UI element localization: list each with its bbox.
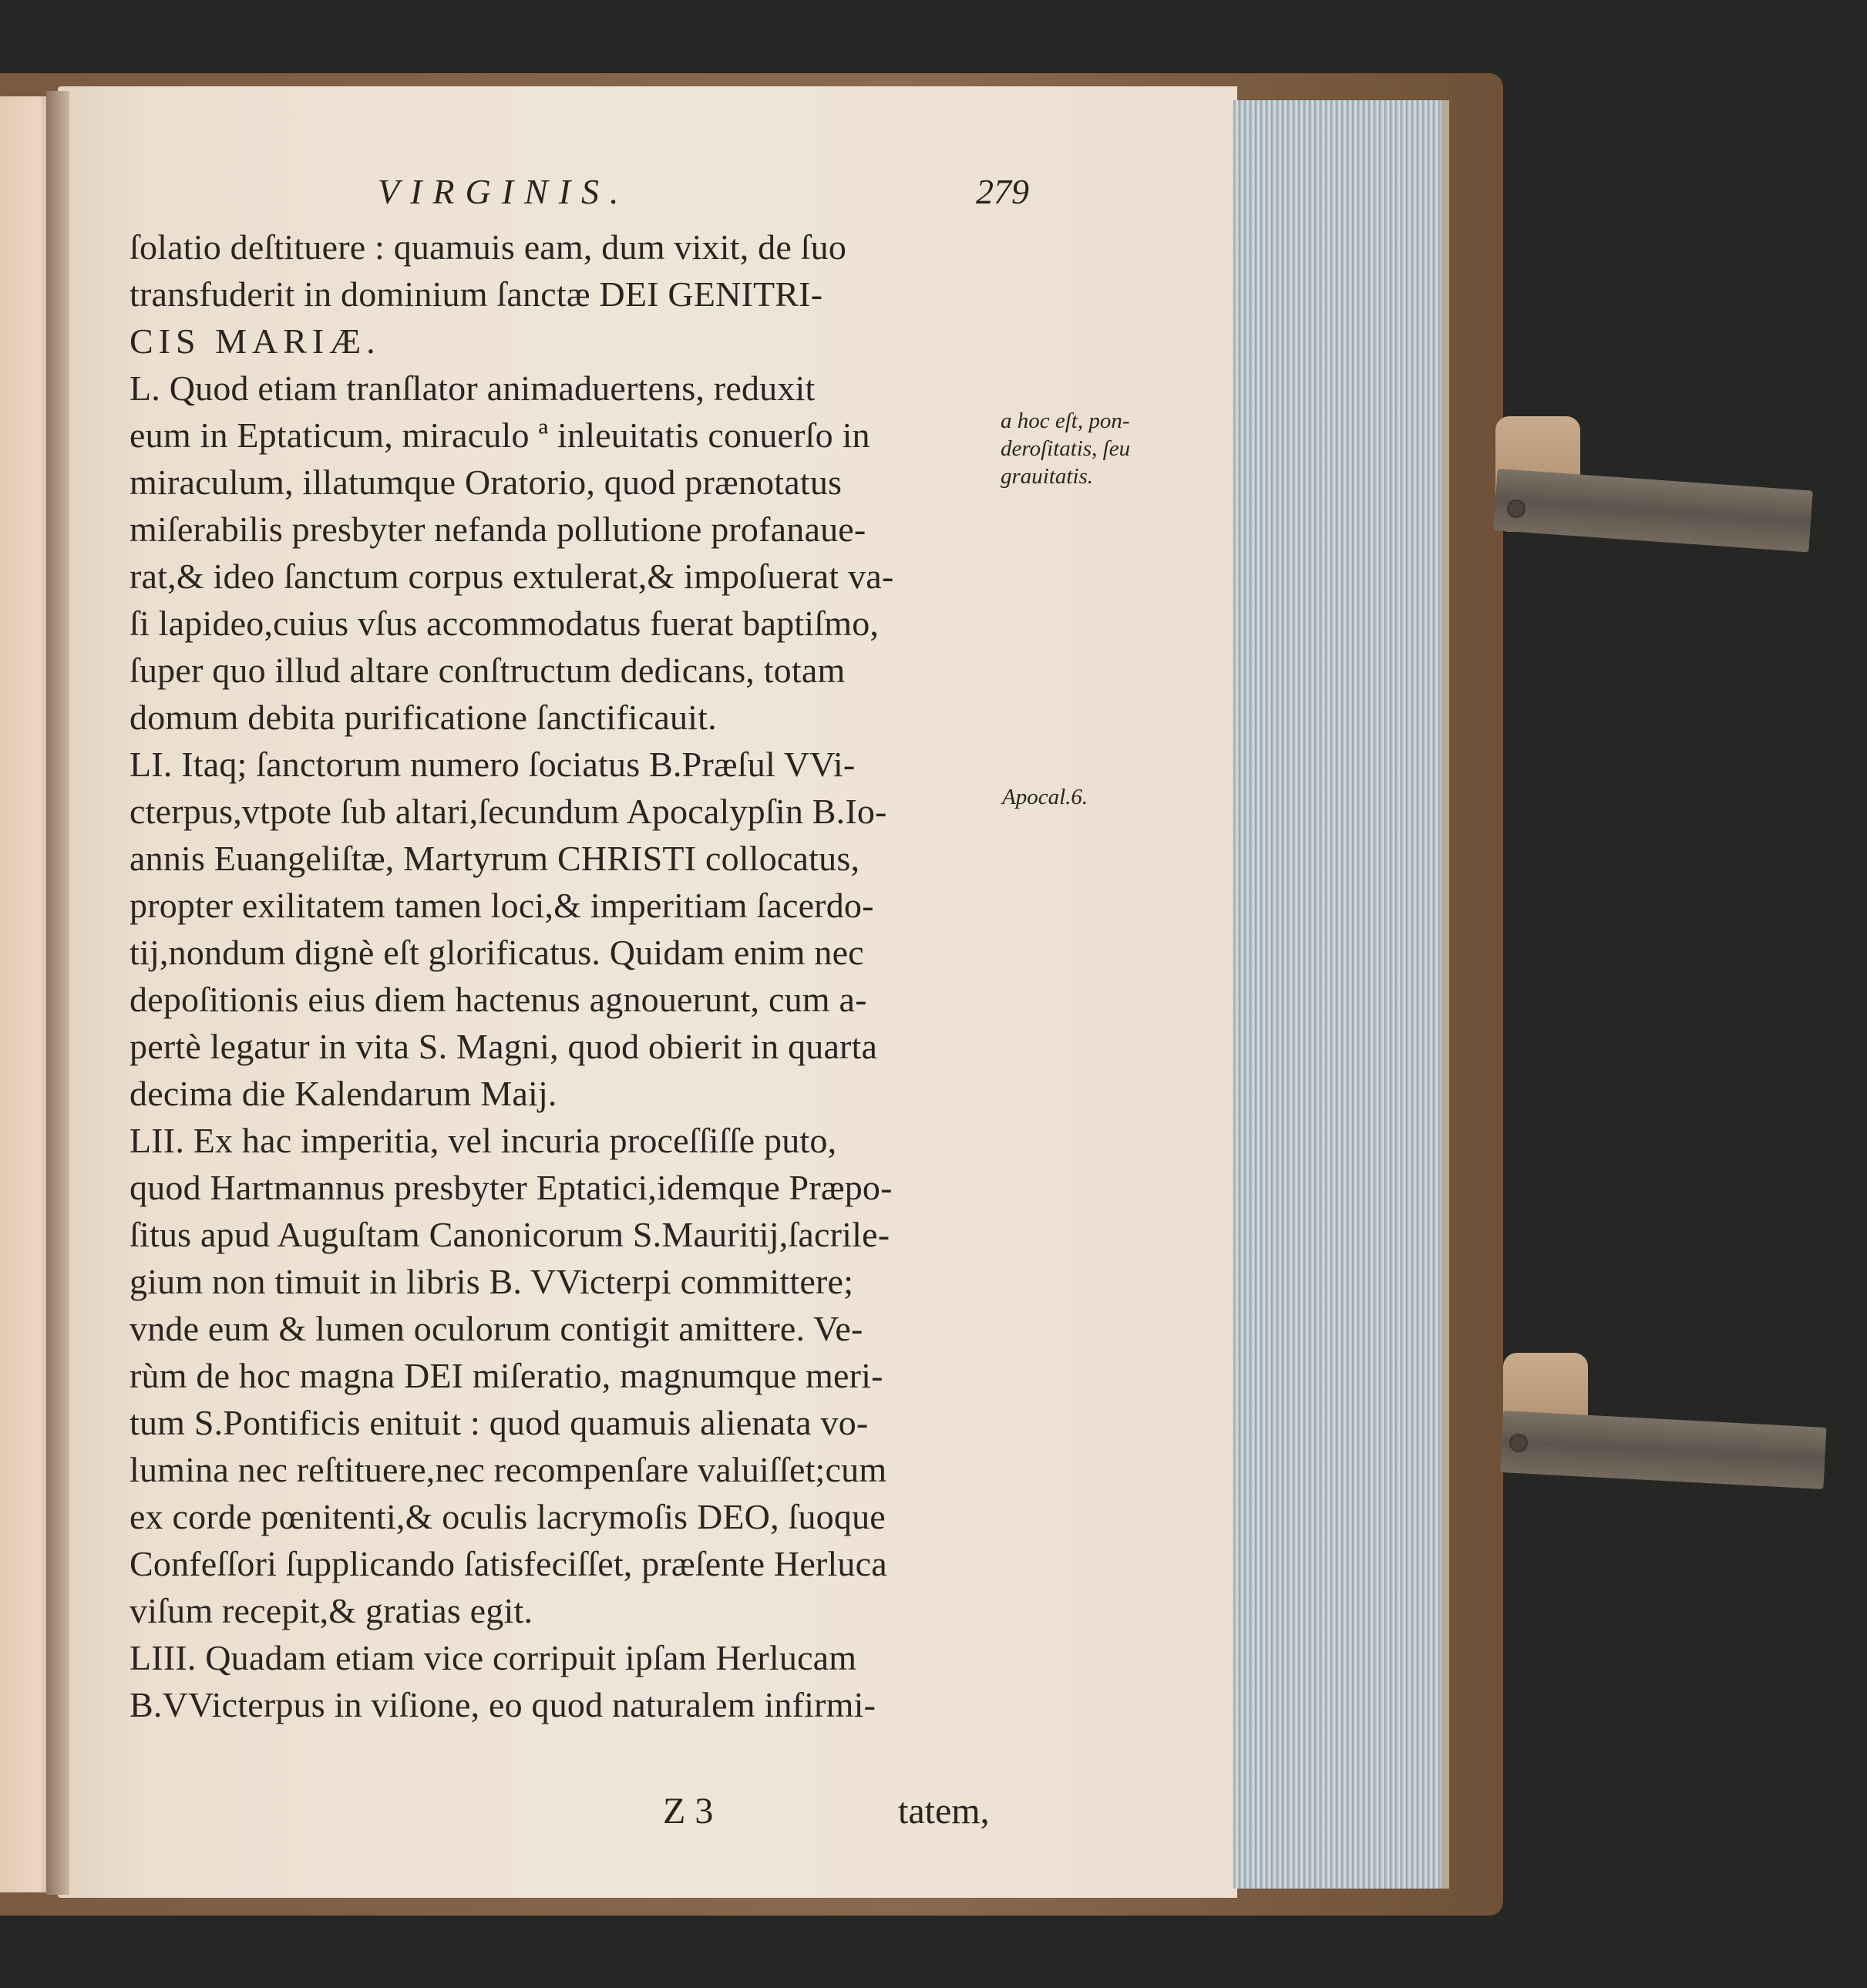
top-clasp-rivet: [1507, 500, 1526, 518]
text-line: rat,& ideo ſanctum corpus extulerat,& impoſuerat va-: [130, 557, 894, 596]
text-line: pertè legatur in vita S. Magni, quod obierit in quarta: [130, 1027, 878, 1066]
text-line: rùm de hoc magna DEI miſeratio, magnumque meri-: [130, 1356, 883, 1395]
margin-note-a: [1001, 407, 1178, 490]
page-block-edges: [1233, 100, 1449, 1889]
margin-note-line: grauitatis.: [1001, 464, 1094, 489]
text-line: tij,nondum dignè eſt glorificatus. Quidam enim nec: [130, 933, 864, 972]
text-line: transfuderit in dominium ſanctæ DEI GENITRI-: [130, 274, 823, 314]
text-line: eum in Eptaticum, miraculo ª inleuitatis conuerſo in: [130, 415, 870, 455]
book-gutter: [46, 91, 69, 1895]
text-line: tum S.Pontificis enituit : quod quamuis alienata vo-: [130, 1403, 869, 1442]
text-line: lumina nec reſtituere,nec recompenſare valuiſſet;cum: [130, 1450, 887, 1489]
text-line: ſitus apud Auguſtam Canonicorum S.Mauritij,ſacrile-: [130, 1215, 890, 1254]
bottom-clasp-rivet: [1509, 1434, 1528, 1452]
text-line: annis Euangeliſtæ, Martyrum CHRISTI collocatus,: [130, 839, 860, 878]
text-line: LI. Itaq; ſanctorum numero ſociatus B.Præſul VVi-: [130, 745, 856, 784]
text-line: ex corde pœnitenti,& oculis lacrymoſis DEO, ſuoque: [130, 1497, 886, 1536]
text-line: ſuper quo illud altare conſtructum dedicans, totam: [130, 651, 846, 690]
bottom-clasp-strap[interactable]: [1500, 1411, 1827, 1489]
text-line: decima die Kalendarum Maij.: [130, 1074, 557, 1113]
text-line: miraculum, illatumque Oratorio, quod prænotatus: [130, 463, 843, 502]
margin-note-line: a hoc eſt, pon-: [1001, 409, 1130, 433]
catchword: tatem,: [898, 1791, 990, 1832]
text-line: viſum recepit,& gratias egit.: [130, 1591, 533, 1630]
text-line: CIS MARIÆ.: [130, 321, 381, 361]
text-line: vnde eum & lumen oculorum contigit amittere. Ve-: [130, 1309, 863, 1348]
text-line: L. Quod etiam tranſlator animaduertens, reduxit: [130, 368, 816, 408]
running-head: [378, 171, 1029, 217]
text-line: ſi lapideo,cuius vſus accommodatus fuerat baptiſmo,: [130, 604, 880, 643]
text-line: LIII. Quadam etiam vice corripuit ipſam Herlucam: [130, 1638, 857, 1677]
text-line: ſolatio deſtituere : quamuis eam, dum vixit, de ſuo: [130, 227, 847, 267]
text-line: LII. Ex hac imperitia, vel incuria proceſſiſſe puto,: [130, 1121, 837, 1160]
text-line: depoſitionis eius diem hactenus agnouerunt, cum a-: [130, 980, 867, 1019]
text-line: quod Hartmannus presbyter Eptatici,idemque Præpo-: [130, 1168, 893, 1207]
text-line: propter exilitatem tamen loci,& imperitiam ſacerdo-: [130, 886, 874, 925]
body-text: [130, 224, 1016, 1728]
margin-note-apocal: Apocal.6.: [1002, 785, 1088, 809]
signature-mark: Z 3: [663, 1791, 714, 1832]
text-line: Confeſſori ſupplicando ſatisfeciſſet, præſente Herluca: [130, 1544, 887, 1583]
page-number: 279: [976, 172, 1029, 211]
text-line: cterpus,vtpote ſub altari,ſecundum Apocalypſin B.Io-: [130, 792, 887, 831]
margin-note-line: deroſitatis, ſeu: [1001, 436, 1131, 461]
text-line: B.VVicterpus in viſione, eo quod naturalem infirmi-: [130, 1685, 876, 1724]
running-title: VIRGINIS.: [378, 172, 630, 211]
top-clasp-strap[interactable]: [1493, 469, 1813, 552]
text-line: miſerabilis presbyter nefanda pollutione profanaue-: [130, 510, 866, 549]
text-line: domum debita purificatione ſanctificauit.: [130, 698, 717, 737]
text-line: gium non timuit in libris B. VVicterpi committere;: [130, 1262, 854, 1301]
